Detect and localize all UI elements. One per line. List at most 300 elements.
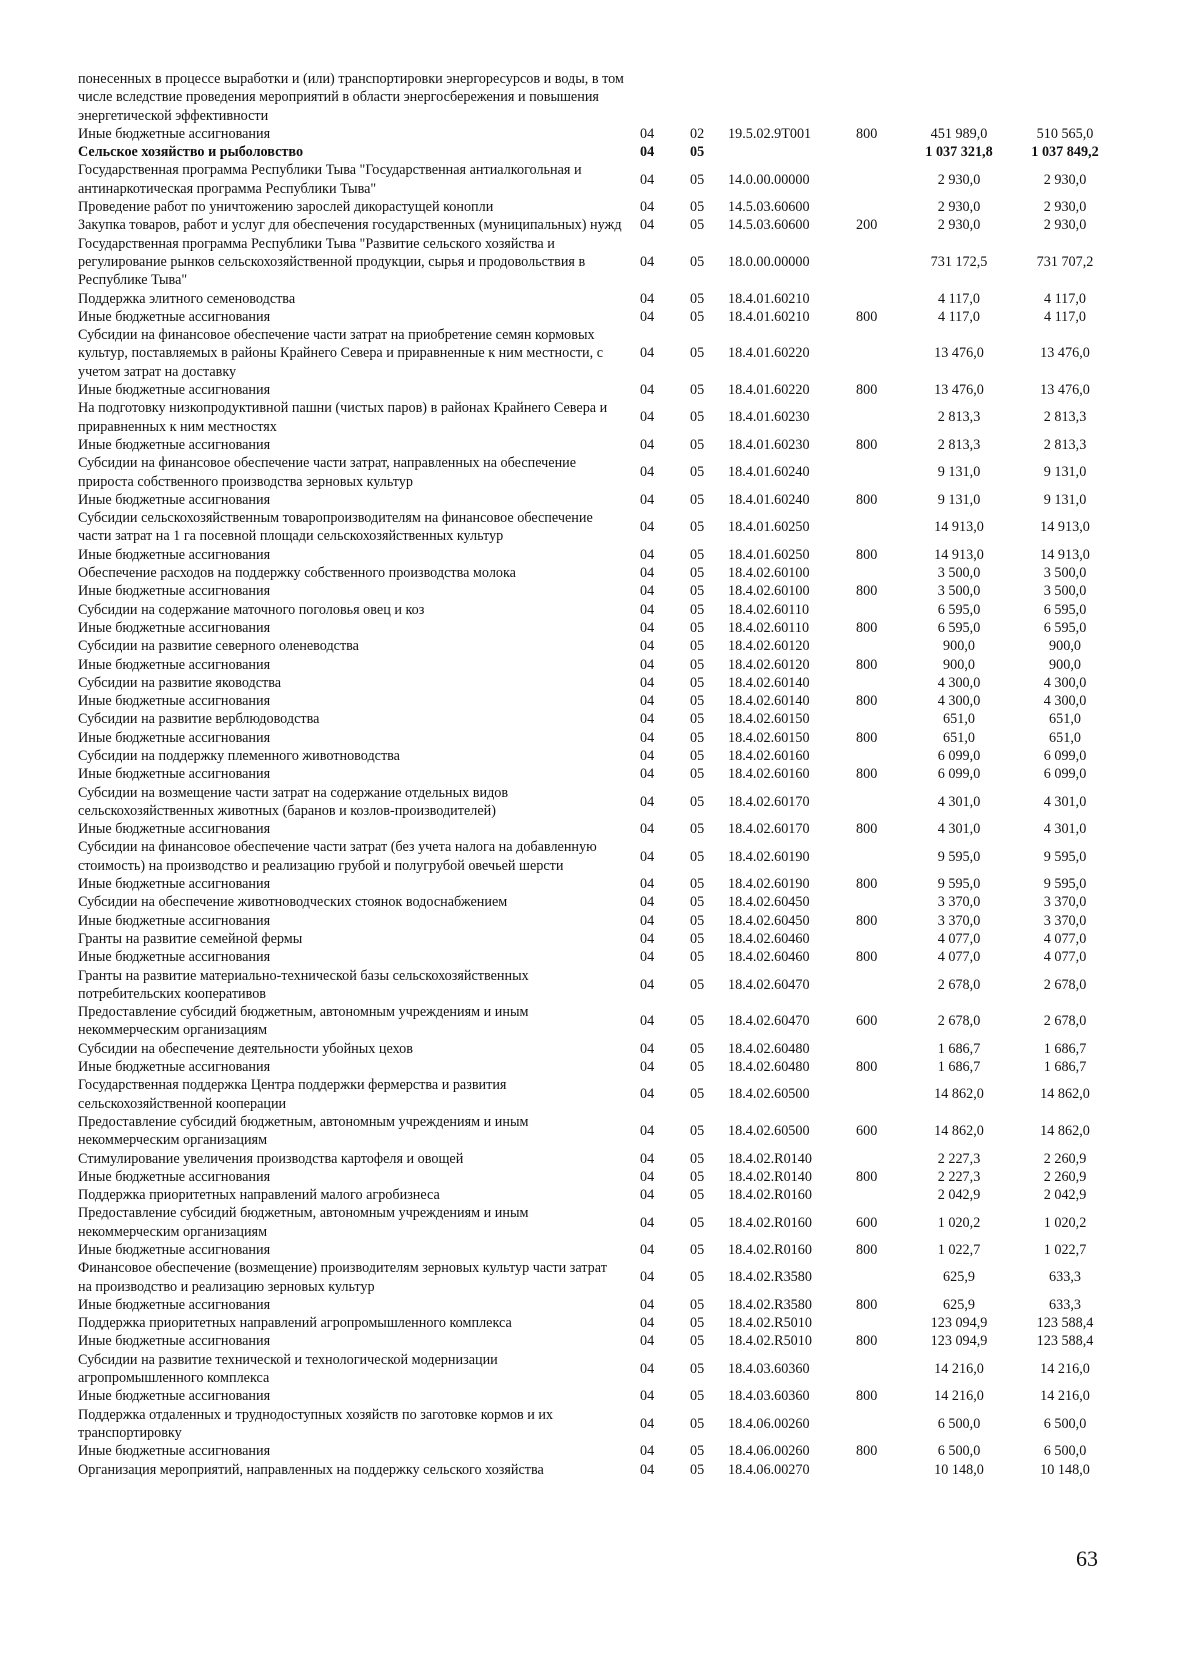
row-amount-year1: 4 077,0 [937,949,981,966]
row-subsection: 05 [690,308,705,325]
row-target-article: 18.4.02.60120 [728,656,810,673]
row-amount-year2: 6 099,0 [1043,747,1087,764]
row-name: Иные бюджетные ассигнования [78,308,271,325]
row-expense-type [852,1406,906,1443]
row-expense-type [852,967,906,1004]
row-subsection: 05 [690,1315,705,1332]
row-name: Поддержка отдаленных и труднодоступных хозяйств по заготовке кормов и их транспортировку [78,1406,554,1441]
row-amount-year2: 633,3 [1049,1269,1081,1286]
row-amount-year1: 13 476,0 [934,345,984,362]
row-target-article: 18.4.02.60470 [728,976,810,993]
row-expense-type: 600 [856,1214,878,1231]
row-subsection: 05 [690,876,705,893]
row-expense-type: 200 [856,217,878,234]
table-row [78,1351,1118,1388]
row-subsection: 05 [690,601,705,618]
row-subsection: 05 [690,253,705,270]
row-name: Иные бюджетные ассигнования [78,1242,271,1258]
table-row [78,1168,1118,1186]
row-target-article: 18.0.00.00000 [728,253,810,270]
row-subsection: 05 [690,729,705,746]
row-expense-type: 800 [856,491,878,508]
table-row [78,765,1118,783]
row-section: 04 [640,619,655,636]
row-amount-year1: 900,0 [943,638,975,655]
row-amount-year2: 14 913,0 [1040,519,1090,536]
row-amount-year1: 13 476,0 [934,382,984,399]
table-row [78,1442,1118,1460]
row-expense-type: 800 [856,583,878,600]
row-subsection: 05 [690,912,705,929]
row-amount-year1: 651,0 [943,711,975,728]
row-expense-type [852,70,906,125]
row-amount-year1: 9 131,0 [937,491,981,508]
row-amount-year2: 900,0 [1049,656,1081,673]
row-name: Субсидии на содержание маточного поголовья овец и коз [78,601,425,618]
table-row [78,582,1118,600]
row-section [632,70,682,125]
row-subsection: 05 [690,1086,705,1103]
row-target-article: 18.4.02.60190 [728,848,810,865]
row-section: 04 [640,1242,655,1258]
row-target-article: 14.5.03.60600 [728,199,810,216]
row-amount-year1: 6 099,0 [937,747,981,764]
table-row [78,1186,1118,1204]
row-amount-year2: 2 678,0 [1043,1013,1087,1030]
row-target-article: 18.4.01.60240 [728,464,810,481]
table-row [78,784,1118,821]
row-section: 04 [640,290,655,307]
table-row [78,198,1118,216]
row-section: 04 [640,409,655,426]
row-expense-type [852,893,906,911]
row-section: 04 [640,711,655,728]
table-row [78,875,1118,893]
row-name: Иные бюджетные ассигнования [78,1168,271,1185]
row-name: Иные бюджетные ассигнования [78,1059,271,1076]
row-name: Иные бюджетные ассигнования [78,949,271,966]
row-amount-year1: 4 300,0 [937,674,981,691]
table-row [78,747,1118,765]
row-amount-year2: 2 813,3 [1043,436,1087,453]
row-subsection: 05 [690,565,705,582]
row-target-article: 18.4.02.R0160 [728,1187,812,1204]
row-name: Обеспечение расходов на поддержку собственного производства молока [78,565,516,582]
row-expense-type: 800 [856,1168,878,1185]
table-row [78,619,1118,637]
row-target-article: 18.4.02.60140 [728,674,810,691]
row-name: Субсидии на обеспечение животноводческих стоянок водоснабжением [78,894,508,911]
row-amount-year2: 731 707,2 [1036,253,1094,270]
row-section: 04 [640,1059,655,1076]
row-target-article: 18.4.01.60250 [728,519,810,536]
row-amount-year1: 2 930,0 [937,171,981,188]
row-expense-type [852,1259,906,1296]
row-subsection: 05 [690,1123,705,1140]
row-target-article: 18.4.02.60470 [728,1013,810,1030]
row-expense-type [852,454,906,491]
row-target-article: 18.4.02.60500 [728,1123,810,1140]
row-target-article: 18.4.02.R0140 [728,1150,812,1167]
row-target-article: 18.4.02.60100 [728,565,810,582]
row-expense-type: 800 [856,619,878,636]
row-amount-year2: 4 117,0 [1043,290,1087,307]
row-target-article: 18.4.02.60450 [728,912,810,929]
row-target-article: 18.4.02.60120 [728,638,810,655]
row-target-article: 18.4.02.R3580 [728,1269,812,1286]
row-name: Субсидии на обеспечение деятельности убойных цехов [78,1040,413,1057]
row-expense-type [852,161,906,198]
row-section: 04 [640,793,655,810]
row-expense-type: 800 [856,308,878,325]
row-section: 04 [640,464,655,481]
row-target-article: 18.4.02.60160 [728,766,810,783]
row-subsection: 05 [690,217,705,234]
row-amount-year1: 6 595,0 [937,601,981,618]
table-row [78,235,1118,290]
row-section: 04 [640,729,655,746]
row-name: Проведение работ по уничтожению зарослей дикорастущей конопли [78,199,494,216]
row-subsection: 05 [690,1242,705,1258]
row-section: 04 [640,1269,655,1286]
row-amount-year2: 633,3 [1049,1296,1081,1313]
row-section: 04 [640,1415,655,1432]
table-row [78,674,1118,692]
row-amount-year2: 651,0 [1049,711,1081,728]
row-amount-year1: 651,0 [943,729,975,746]
budget-page [78,70,1118,1479]
table-row [78,216,1118,234]
row-name: Предоставление субсидий бюджетным, автономным учреждениям и иным некоммерческим организациям [78,1004,529,1039]
table-row [78,1314,1118,1332]
row-expense-type: 800 [856,821,878,838]
row-target-article: 18.4.01.60220 [728,382,810,399]
row-expense-type [852,1314,906,1332]
row-subsection: 05 [690,491,705,508]
row-amount-year1: 9 595,0 [937,876,981,893]
row-expense-type: 800 [856,382,878,399]
row-expense-type: 600 [856,1123,878,1140]
row-section: 04 [640,1296,655,1313]
row-target-article [728,143,852,161]
row-name: Субсидии на развитие северного оленеводства [78,638,359,655]
table-row [78,436,1118,454]
row-section: 04 [640,217,655,234]
row-subsection: 05 [690,1013,705,1030]
row-name: Государственная программа Республики Тыва "Развитие сельского хозяйства и регулирование рынков сельскохозяйственной продукции, сырья и продовольствия в Республике Тыва" [78,235,586,289]
row-amount-year2: 2 260,9 [1043,1150,1087,1167]
row-amount-year1: 2 227,3 [937,1168,981,1185]
row-name: Иные бюджетные ассигнования [78,1296,271,1313]
row-expense-type [852,509,906,546]
row-subsection: 05 [690,199,705,216]
row-subsection: 05 [690,519,705,536]
row-amount-year2: 3 500,0 [1043,583,1087,600]
row-target-article: 18.4.02.60500 [728,1086,810,1103]
row-section: 04 [640,1333,655,1350]
row-section: 04 [640,674,655,691]
table-row [78,290,1118,308]
row-amount-year2: 14 862,0 [1040,1086,1090,1103]
row-section: 04 [640,656,655,673]
row-expense-type: 800 [856,656,878,673]
row-section: 04 [640,308,655,325]
row-target-article: 18.4.06.00260 [728,1415,810,1432]
table-row [78,161,1118,198]
table-row [78,381,1118,399]
row-expense-type [852,1150,906,1168]
row-amount-year2: 4 300,0 [1043,693,1087,710]
row-name: Гранты на развитие семейной фермы [78,930,303,947]
row-name: Сельское хозяйство и рыболовство [78,144,304,161]
row-section: 04 [640,1443,655,1460]
row-target-article: 18.4.01.60220 [728,345,810,362]
row-amount-year1: 4 117,0 [937,290,981,307]
row-amount-year1: 4 301,0 [937,793,981,810]
row-section: 04 [640,199,655,216]
table-row [78,491,1118,509]
row-subsection: 05 [690,1461,705,1478]
row-amount-year1: 731 172,5 [930,253,988,270]
row-target-article: 18.4.01.60230 [728,436,810,453]
table-row [78,308,1118,326]
row-amount-year2: 9 595,0 [1043,876,1087,893]
row-amount-year2: 4 117,0 [1043,308,1087,325]
row-amount-year1: 3 500,0 [937,565,981,582]
row-target-article: 18.4.01.60240 [728,491,810,508]
row-section: 04 [640,930,655,947]
row-target-article: 18.4.06.00260 [728,1443,810,1460]
row-name: Субсидии на развитие технической и технологической модернизации агропромышленного комплекса [78,1351,498,1387]
row-section: 04 [640,876,655,893]
table-row [78,70,1118,125]
table-row [78,1150,1118,1168]
row-section: 04 [640,1388,655,1405]
row-name: Иные бюджетные ассигнования [78,1333,271,1350]
row-subsection: 05 [690,821,705,838]
table-row [78,1204,1118,1241]
row-amount-year2: 1 022,7 [1043,1242,1087,1258]
row-section: 04 [640,565,655,582]
row-amount-year1: 4 117,0 [937,308,981,325]
row-subsection: 05 [690,949,705,966]
row-amount-year2: 123 588,4 [1036,1315,1094,1332]
row-name: Гранты на развитие материально-технической базы сельскохозяйственных потребительских кооперативов [78,967,529,1002]
row-name: Иные бюджетные ассигнования [78,729,271,746]
row-subsection: 05 [690,1388,705,1405]
row-target-article: 18.4.02.60140 [728,693,810,710]
row-name: Стимулирование увеличения производства картофеля и овощей [78,1150,464,1167]
row-amount-year2: 3 370,0 [1043,912,1087,929]
row-expense-type [852,1076,906,1113]
row-target-article: 18.4.02.R0160 [728,1242,812,1258]
row-target-article: 18.4.03.60360 [728,1360,810,1377]
table-row [78,948,1118,966]
row-section: 04 [640,848,655,865]
row-target-article: 18.4.02.60460 [728,930,810,947]
row-amount-year1: 14 216,0 [934,1360,984,1377]
row-amount-year1 [906,70,1012,125]
table-row [78,546,1118,564]
table-row [78,326,1118,381]
row-amount-year2: 4 301,0 [1043,793,1087,810]
row-amount-year2: 9 595,0 [1043,848,1087,865]
row-target-article: 18.4.01.60210 [728,290,810,307]
row-amount-year1: 2 813,3 [937,436,981,453]
table-row [78,509,1118,546]
row-expense-type: 800 [856,1296,878,1313]
row-amount-year1: 2 930,0 [937,217,981,234]
row-expense-type [852,1040,906,1058]
row-name: Государственная поддержка Центра поддержки фермерства и развития сельскохозяйственной кооперации [78,1077,507,1112]
row-name: Поддержка приоритетных направлений агропромышленного комплекса [78,1315,512,1332]
row-target-article: 18.4.02.60150 [728,711,810,728]
row-subsection: 02 [690,125,705,142]
row-amount-year2: 2 260,9 [1043,1168,1087,1185]
table-row [78,1058,1118,1076]
table-row [78,1241,1118,1259]
row-amount-year1: 123 094,9 [930,1315,988,1332]
table-row [78,692,1118,710]
row-subsection: 05 [690,848,705,865]
table-row [78,893,1118,911]
table-row [78,1259,1118,1296]
row-target-article: 18.4.02.R0140 [728,1168,812,1185]
row-amount-year2: 2 930,0 [1043,171,1087,188]
table-row [78,637,1118,655]
row-section: 04 [640,144,655,161]
row-name: Субсидии на финансовое обеспечение части затрат, направленных на обеспечение прироста собственного производства зерновых культур [78,455,577,490]
row-section: 04 [640,1168,655,1185]
table-row [78,454,1118,491]
row-section: 04 [640,583,655,600]
row-amount-year2: 6 500,0 [1043,1443,1087,1460]
row-name: Субсидии сельскохозяйственным товаропроизводителям на финансовое обеспечение части затрат на 1 га посевной площади сельскохозяйственных культур [78,510,593,545]
table-row [78,710,1118,728]
row-target-article: 18.4.01.60250 [728,546,810,563]
row-target-article: 18.4.02.60480 [728,1059,810,1076]
row-amount-year1: 4 077,0 [937,930,981,947]
row-subsection: 05 [690,1443,705,1460]
table-row [78,967,1118,1004]
row-amount-year2: 900,0 [1049,638,1081,655]
row-section: 04 [640,436,655,453]
row-amount-year2: 6 099,0 [1043,766,1087,783]
row-subsection: 05 [690,793,705,810]
row-target-article: 18.4.01.60210 [728,308,810,325]
row-expense-type [852,1186,906,1204]
row-amount-year2 [1012,70,1118,125]
row-expense-type [852,637,906,655]
table-row [78,125,1118,143]
row-name: Субсидии на развитие верблюдоводства [78,711,320,728]
row-target-article: 19.5.02.9Т001 [728,125,812,142]
row-expense-type [852,1351,906,1388]
row-expense-type: 800 [856,546,878,563]
row-section: 04 [640,693,655,710]
row-section: 04 [640,125,655,142]
row-section: 04 [640,912,655,929]
row-amount-year2: 4 300,0 [1043,674,1087,691]
table-row [78,1076,1118,1113]
row-amount-year1: 14 862,0 [934,1123,984,1140]
table-row [78,1461,1118,1479]
row-target-article: 18.4.02.60160 [728,747,810,764]
row-target-article: 14.5.03.60600 [728,217,810,234]
row-target-article: 18.4.02.60480 [728,1040,810,1057]
row-target-article: 18.4.02.60150 [728,729,810,746]
row-amount-year2: 2 930,0 [1043,199,1087,216]
row-target-article: 18.4.02.60450 [728,894,810,911]
row-target-article: 18.4.02.60170 [728,793,810,810]
row-subsection: 05 [690,711,705,728]
row-subsection: 05 [690,1415,705,1432]
row-amount-year1: 14 862,0 [934,1086,984,1103]
row-amount-year2: 3 500,0 [1043,565,1087,582]
row-name: Иные бюджетные ассигнования [78,436,271,453]
row-expense-type [852,290,906,308]
row-target-article: 18.4.02.60190 [728,876,810,893]
row-amount-year2: 2 813,3 [1043,409,1087,426]
row-amount-year2: 2 678,0 [1043,976,1087,993]
row-section: 04 [640,949,655,966]
row-amount-year2: 14 862,0 [1040,1123,1090,1140]
row-subsection: 05 [690,674,705,691]
row-amount-year1: 3 370,0 [937,912,981,929]
table-row [78,1406,1118,1443]
table-row [78,601,1118,619]
row-expense-type [852,1461,906,1479]
row-subsection: 05 [690,1168,705,1185]
row-name: Иные бюджетные ассигнования [78,546,271,563]
row-amount-year2: 123 588,4 [1036,1333,1094,1350]
row-name: Иные бюджетные ассигнования [78,821,271,838]
row-expense-type: 800 [856,1443,878,1460]
row-subsection: 05 [690,1296,705,1313]
row-name: Субсидии на поддержку племенного животноводства [78,747,400,764]
row-amount-year1: 123 094,9 [930,1333,988,1350]
row-amount-year1: 2 930,0 [937,199,981,216]
row-expense-type: 800 [856,1388,878,1405]
row-amount-year1: 6 500,0 [937,1443,981,1460]
row-amount-year1: 625,9 [943,1269,975,1286]
row-section: 04 [640,601,655,618]
row-subsection: 05 [690,1333,705,1350]
row-amount-year2: 13 476,0 [1040,382,1090,399]
row-amount-year1: 1 022,7 [937,1242,981,1258]
table-row [78,1332,1118,1350]
row-subsection: 05 [690,583,705,600]
row-section: 04 [640,171,655,188]
row-amount-year2: 2 930,0 [1043,217,1087,234]
row-amount-year1: 1 686,7 [937,1059,981,1076]
row-amount-year1: 6 500,0 [937,1415,981,1432]
row-amount-year2: 9 131,0 [1043,464,1087,481]
row-expense-type: 800 [856,766,878,783]
row-amount-year1: 451 989,0 [930,125,988,142]
row-expense-type [852,235,906,290]
row-amount-year2: 6 595,0 [1043,601,1087,618]
row-amount-year1: 1 020,2 [937,1214,981,1231]
row-target-article: 18.4.02.60100 [728,583,810,600]
row-expense-type [852,198,906,216]
row-amount-year1: 2 813,3 [937,409,981,426]
row-name: Иные бюджетные ассигнования [78,583,271,600]
row-amount-year2: 13 476,0 [1040,345,1090,362]
table-row [78,1113,1118,1150]
row-subsection: 05 [690,1059,705,1076]
row-target-article: 18.4.06.00270 [728,1461,810,1478]
